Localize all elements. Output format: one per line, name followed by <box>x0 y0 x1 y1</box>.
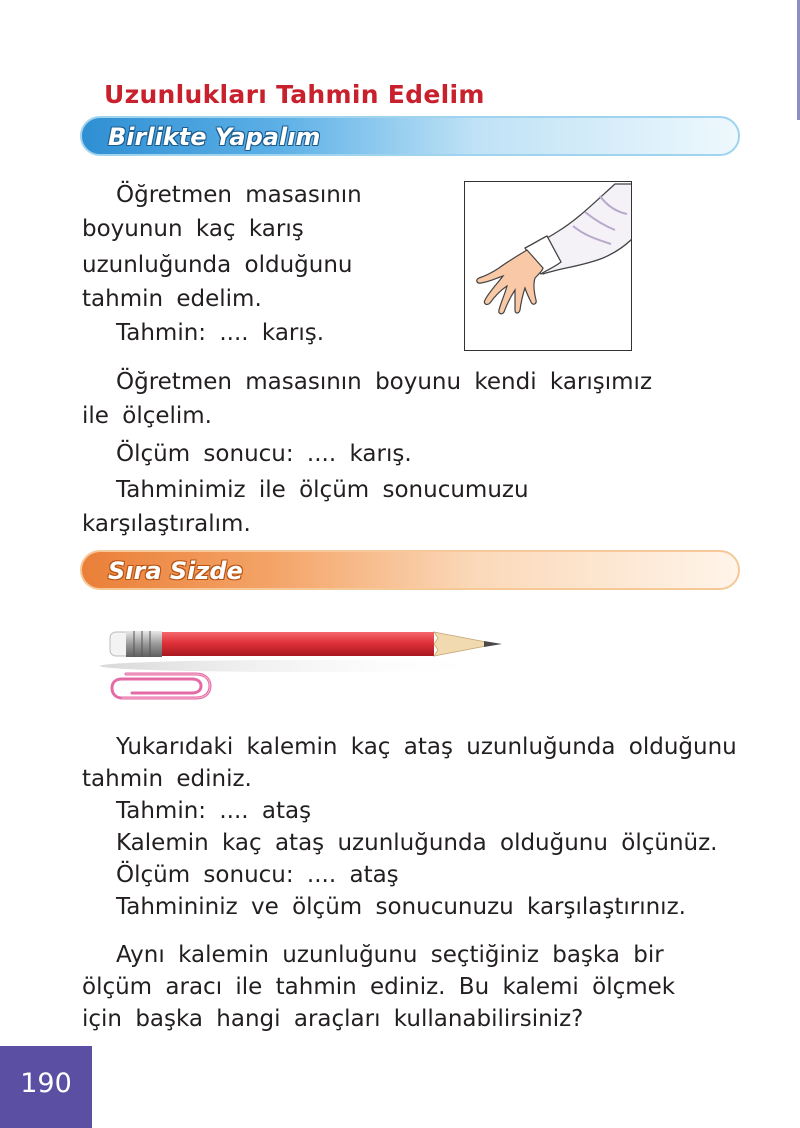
part1-measure-line2: ile ölçelim. <box>82 403 212 429</box>
part1-line4: tahmin edelim. <box>82 286 262 312</box>
page-number-box <box>0 1046 92 1128</box>
part2-result: Ölçüm sonucu: .... ataş <box>116 862 399 888</box>
part2-estimate: Tahmin: .... ataş <box>116 798 312 824</box>
banner-birlikte-yapalim <box>80 116 740 156</box>
part1-line2: boyunun kaç karış <box>82 216 304 242</box>
part1-compare-line1: Tahminimiz ile ölçüm sonucumuzu <box>116 477 529 503</box>
banner-birlikte-yapalim-label: Birlikte Yapalım <box>108 123 321 151</box>
part1-result: Ölçüm sonucu: .... karış. <box>116 441 412 467</box>
part1-estimate: Tahmin: .... karış. <box>116 320 325 346</box>
part2-measure: Kalemin kaç ataş uzunluğunda olduğunu ölçünüz. <box>116 830 718 856</box>
hand-illustration-frame <box>464 181 632 351</box>
paperclip-illustration <box>108 666 214 706</box>
part2-extra-line3: için başka hangi araçları kullanabilirsiniz? <box>82 1006 584 1032</box>
part2-extra-line2: ölçüm aracı ile tahmin ediniz. Bu kalemi ölçmek <box>82 974 676 1000</box>
page-number: 190 <box>20 1068 72 1099</box>
part1-line1: Öğretmen masasının <box>116 182 362 208</box>
part1-compare-line2: karşılaştıralım. <box>82 511 251 537</box>
part1-measure-line1: Öğretmen masasının boyunu kendi karışımız <box>116 369 653 395</box>
part1-line3: uzunluğunda olduğunu <box>82 252 353 278</box>
part2-question-line1: Yukarıdaki kalemin kaç ataş uzunluğunda olduğunu <box>116 734 737 760</box>
hand-illustration <box>465 182 632 351</box>
part2-extra-line1: Aynı kalemin uzunluğunu seçtiğiniz başka bir <box>116 942 664 968</box>
section-title: Uzunlukları Tahmin Edelim <box>104 80 485 109</box>
part2-question-line2: tahmin ediniz. <box>82 766 252 792</box>
banner-sira-sizde-label: Sıra Sizde <box>108 557 243 585</box>
banner-sira-sizde <box>80 550 740 590</box>
part2-compare: Tahmininiz ve ölçüm sonucunuzu karşılaştırınız. <box>116 894 686 920</box>
